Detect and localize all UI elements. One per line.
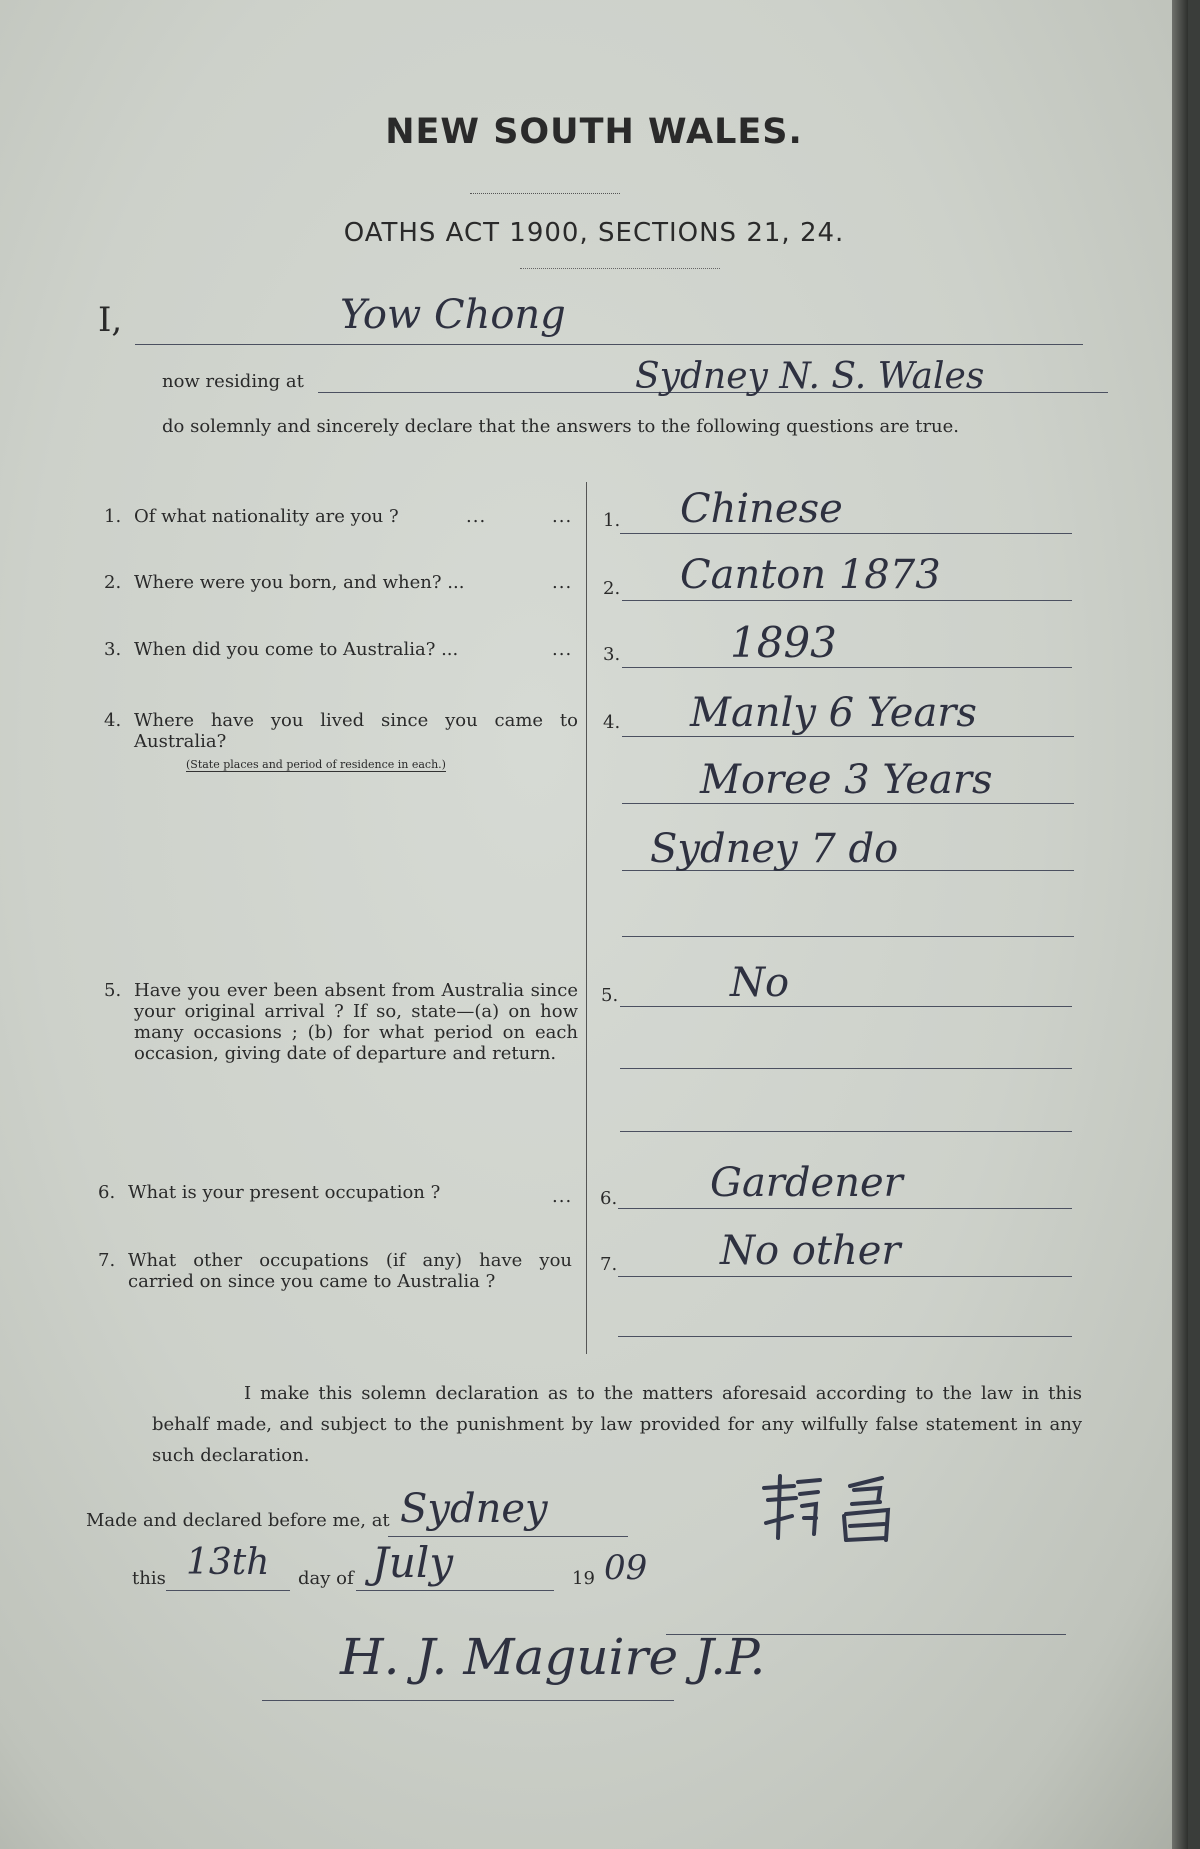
place-value: Sydney xyxy=(400,1486,548,1532)
a5-value: No xyxy=(730,960,790,1006)
a3-line xyxy=(622,667,1072,668)
declarant-name: Yow Chong xyxy=(340,292,566,338)
q7-text: What other occupations (if any) have you carried on since you came to Australia ? xyxy=(128,1250,572,1292)
a5-line-1 xyxy=(620,1006,1072,1007)
subtitle-rule xyxy=(520,268,720,269)
q3-number: 3. xyxy=(104,639,122,660)
form-heading: NEW SOUTH WALES. xyxy=(385,112,803,152)
year-prefix: 19 xyxy=(572,1568,595,1589)
q6-text: What is your present occupation ? xyxy=(128,1182,441,1203)
a4-value-1: Manly 6 Years xyxy=(690,690,977,736)
month-value: July xyxy=(372,1538,454,1587)
jp-line xyxy=(262,1700,674,1701)
a6-line xyxy=(618,1208,1072,1209)
q4-note: (State places and period of residence in each.) xyxy=(186,758,446,771)
a7-value: No other xyxy=(720,1228,901,1274)
q5-text: Have you ever been absent from Australia since your original arrival ? If so, state—(a) on how many occasions ; (b) for what period on each occasion, giving date of departure and return. xyxy=(134,980,578,1064)
q4-text: Where have you lived since you came to Australia? xyxy=(134,710,578,752)
day-line xyxy=(166,1590,290,1591)
a3-value: 1893 xyxy=(730,618,837,667)
q7-number: 7. xyxy=(98,1250,116,1271)
made-label: Made and declared before me, at xyxy=(86,1510,390,1531)
a2-value: Canton 1873 xyxy=(680,552,941,598)
heading-rule xyxy=(470,193,620,194)
a1-number: 1. xyxy=(603,510,621,531)
a5-line-2 xyxy=(620,1068,1072,1069)
a5-line-3 xyxy=(620,1131,1072,1132)
declare-text: do solemnly and sincerely declare that the answers to the following questions are true. xyxy=(162,416,960,437)
a1-line xyxy=(620,533,1072,534)
name-line xyxy=(135,344,1083,345)
column-divider xyxy=(586,482,587,1354)
q3-text: When did you come to Australia? ... xyxy=(134,639,459,660)
residence-value: Sydney N. S. Wales xyxy=(635,356,985,397)
a7-line-2 xyxy=(618,1336,1072,1337)
day-value: 13th xyxy=(186,1542,270,1583)
a7-line-1 xyxy=(618,1276,1072,1277)
q6-number: 6. xyxy=(98,1182,116,1203)
q1-number: 1. xyxy=(104,506,122,527)
a4-line-2 xyxy=(622,803,1074,804)
a1-value: Chinese xyxy=(680,486,843,532)
q1-dots-b: ... xyxy=(552,506,573,527)
q5-number: 5. xyxy=(104,980,122,1001)
q1-text: Of what nationality are you ? xyxy=(134,506,399,527)
q2-number: 2. xyxy=(104,572,122,593)
chinese-signature-mark xyxy=(754,1468,904,1548)
jp-signature: H. J. Maguire J.P. xyxy=(340,1628,766,1686)
q1-dots-a: ... xyxy=(466,506,487,527)
a5-number: 5. xyxy=(601,985,619,1006)
a4-number: 4. xyxy=(603,712,621,733)
a6-value: Gardener xyxy=(710,1160,903,1206)
a2-number: 2. xyxy=(603,578,621,599)
a3-number: 3. xyxy=(603,644,621,665)
i-label: I, xyxy=(98,300,123,340)
a4-line-1 xyxy=(622,736,1074,737)
a4-value-2: Moree 3 Years xyxy=(700,757,993,803)
q4-number: 4. xyxy=(104,710,122,731)
a4-line-4 xyxy=(622,936,1074,937)
year-suffix: 09 xyxy=(604,1548,648,1588)
a7-number: 7. xyxy=(600,1254,618,1275)
q2-dots: ... xyxy=(552,572,573,593)
declaration-text: I make this solemn declaration as to the matters aforesaid according to the law in this behalf made, and subject to the punishment by law provided for any wilfully false statement in any such declaration. xyxy=(152,1383,1082,1466)
place-line xyxy=(388,1536,628,1537)
q3-dots: ... xyxy=(552,639,573,660)
q2-text: Where were you born, and when? ... xyxy=(134,572,465,593)
month-line xyxy=(356,1590,554,1591)
a2-line xyxy=(622,600,1072,601)
act-subtitle: OATHS ACT 1900, SECTIONS 21, 24. xyxy=(343,218,845,248)
this-label: this xyxy=(132,1568,166,1589)
binding-edge xyxy=(1172,0,1188,1849)
residing-label: now residing at xyxy=(162,371,304,392)
a4-value-3: Sydney 7 do xyxy=(650,826,899,872)
q6-dots: ... xyxy=(552,1186,573,1207)
a6-number: 6. xyxy=(600,1188,618,1209)
day-of-label: day of xyxy=(298,1568,354,1589)
